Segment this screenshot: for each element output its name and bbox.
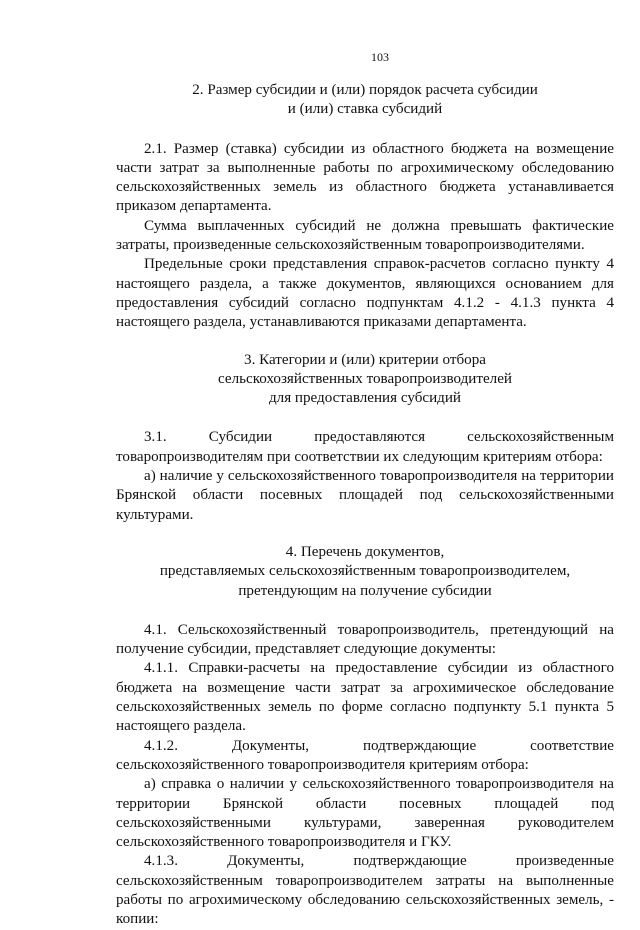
section-4-heading — [116, 543, 614, 601]
paragraph-2-subsidy-limit: Сумма выплаченных субсидий не должна превышать фактические затраты, произведенные сельскохозяйственным товаропроизводителями. — [116, 217, 614, 254]
section-3-heading — [116, 351, 614, 409]
section-2-heading — [116, 81, 614, 120]
paragraph-3-1-a: а) наличие у сельскохозяйственного товаропроизводителя на территории Брянской области посевных площадей под сельскохозяйственными культурами. — [116, 468, 614, 523]
paragraph-2-deadlines: Предельные сроки представления справок-расчетов согласно пункту 4 настоящего раздела, а также документов, являющихся основанием для предоставления субсидий согласно подпунктам 4.1.2 - 4.1.3 пункта 4 настоящего раздела, устанавливаются приказами департамента. — [116, 256, 614, 331]
paragraph-4-1-1: 4.1.1. Справки-расчеты на предоставление субсидии из областного бюджета на возмещение части затрат за агрохимическое обследование сельскохозяйственных земель по форме согласно подпункту 5.1 пункта 5 настоящего раздела. — [116, 660, 614, 735]
paragraph-4-1-2: 4.1.2. Документы, подтверждающие соответствие сельскохозяйственного товаропроизводителя критериям отбора: — [116, 737, 614, 773]
section-3-heading-line: для предоставления субсидий — [268, 390, 461, 407]
page-number: 103 — [371, 50, 389, 64]
section-4-heading-line: претендующим на получение субсидии — [238, 582, 492, 599]
section-4-heading-line: представляемых сельскохозяйственным товаропроизводителем, — [159, 563, 571, 580]
section-4-heading-line: 4. Перечень документов, — [285, 543, 445, 560]
section-3-heading-line: 3. Категории и (или) критерии отбора — [244, 351, 486, 368]
paragraph-3-1: 3.1. Субсидии предоставляются сельскохозяйственным товаропроизводителям при соответствии их следующим критериям отбора: — [116, 429, 614, 465]
paragraph-2-1: 2.1. Размер (ставка) субсидии из областного бюджета на возмещение части затрат за выполненные работы по агрохимическому обследованию сельскохозяйственных земель из областного бюджета устанавливается приказом департамента. — [116, 140, 614, 215]
paragraph-4-1: 4.1. Сельскохозяйственный товаропроизводитель, претендующий на получение субсидии, представляет следующие документы: — [116, 621, 614, 658]
section-3-heading-line: сельскохозяйственных товаропроизводителей — [218, 370, 512, 387]
section-2-heading-line: 2. Размер субсидии и (или) порядок расчета субсидии — [192, 82, 538, 98]
section-2-heading-line: и (или) ставка субсидий — [287, 101, 443, 118]
paragraph-4-1-2-a: а) справка о наличии у сельскохозяйственного товаропроизводителя на территории Брянской области посевных площадей под сельскохозяйственными культурами, заверенная руководителем сельскохозяйственного товаропроизводителя и ГКУ. — [116, 776, 614, 851]
paragraph-4-1-3: 4.1.3. Документы, подтверждающие произведенные сельскохозяйственным товаропроизводителем затраты на выполненные работы по агрохимическому обследованию сельскохозяйственных земель, - копии: — [116, 853, 614, 928]
